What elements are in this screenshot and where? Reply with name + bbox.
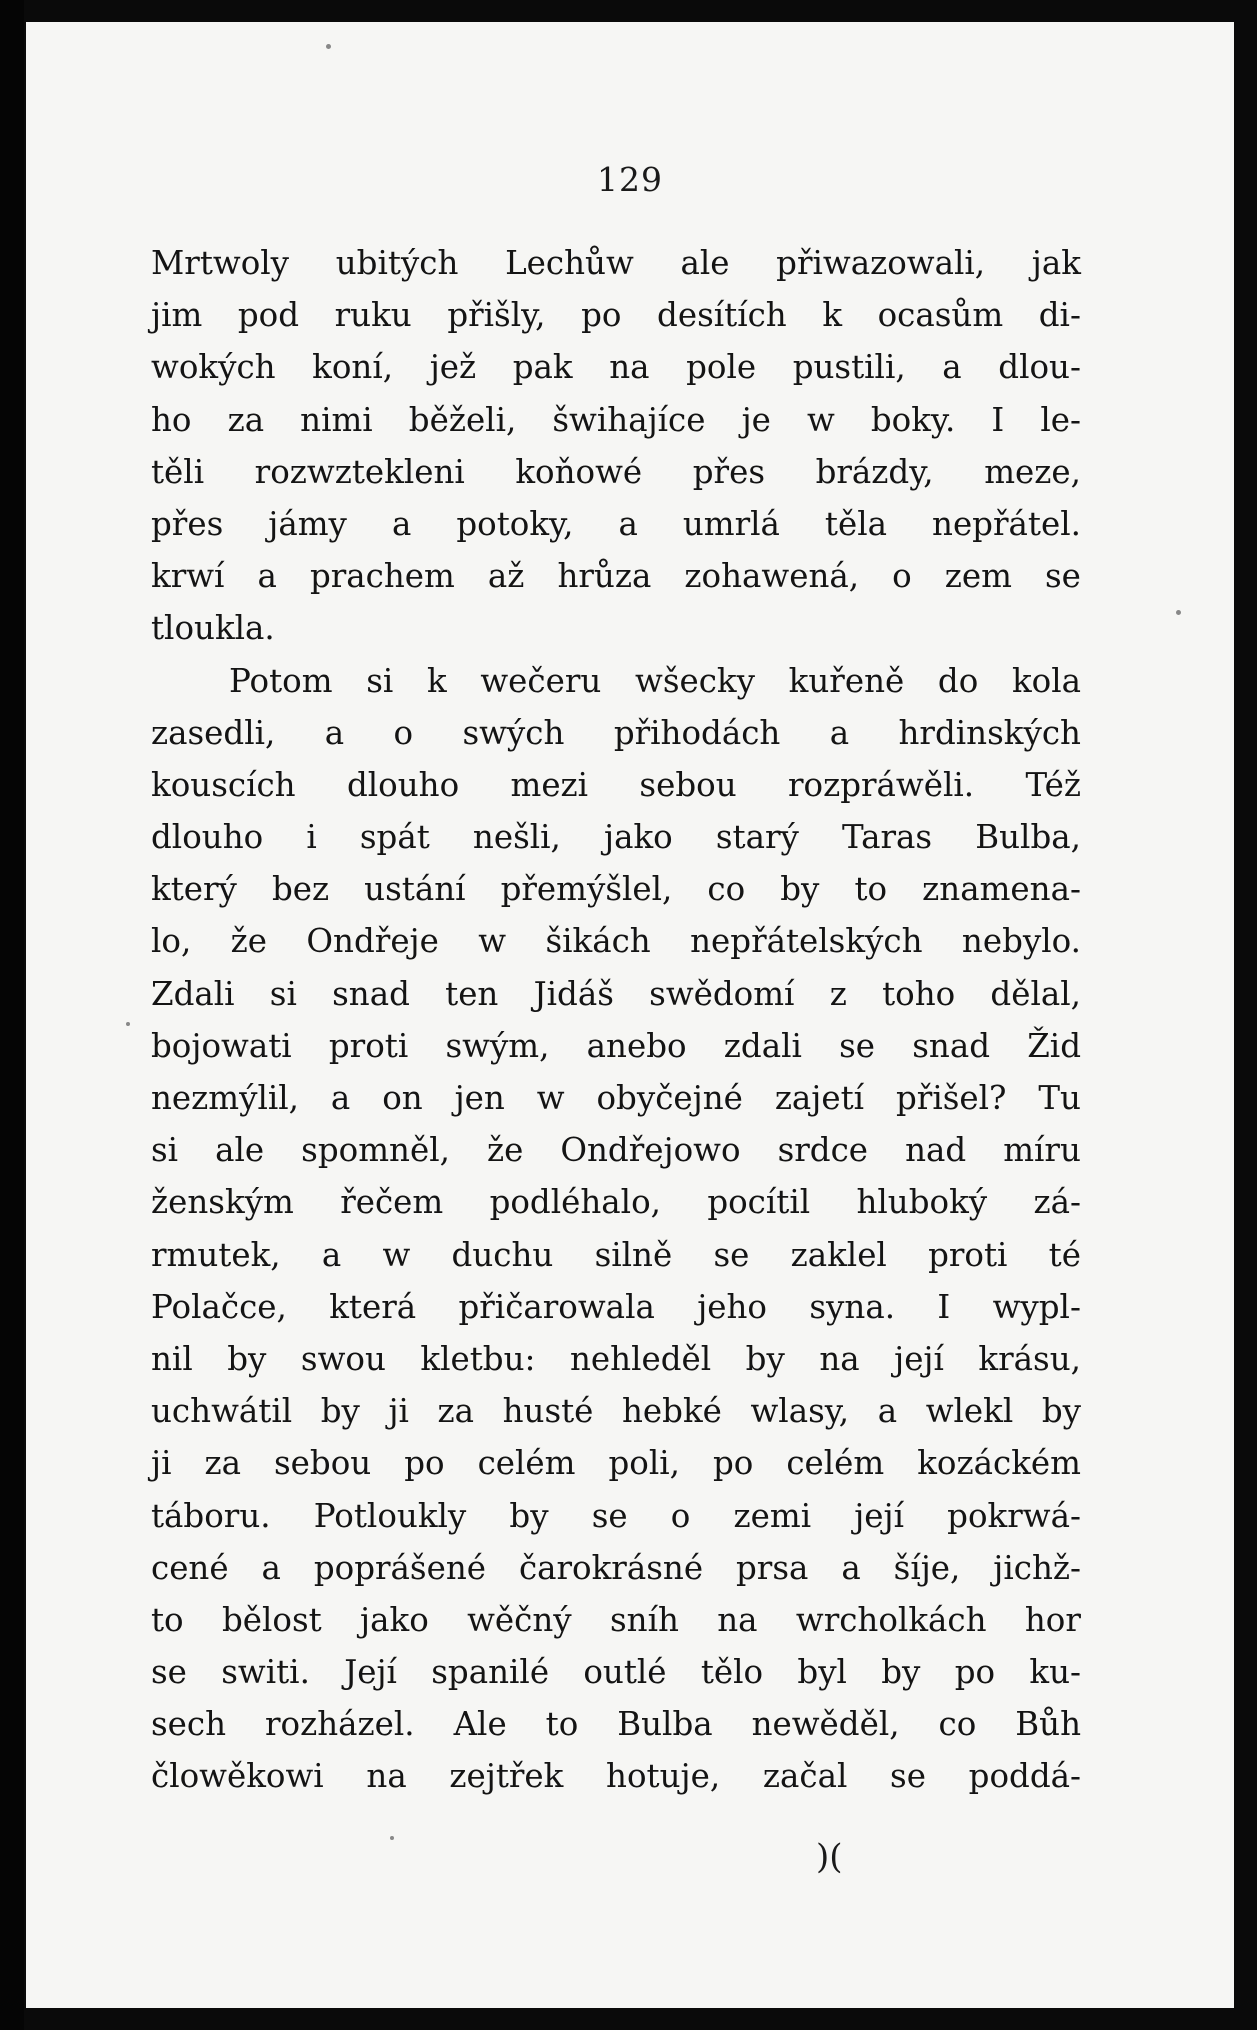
- text-line: kouscích dlouho mezi sebou rozpráwěli. Též: [151, 765, 1081, 804]
- text-line: ho za nimi běželi, šwihajíce je w boky. I le-: [151, 400, 1081, 439]
- text-line: krwí a prachem až hrůza zohawená, o zem se: [151, 557, 1081, 596]
- page-speck: [326, 44, 331, 49]
- text-line: se switi. Její spanilé outlé tělo byl by po ku-: [151, 1653, 1081, 1692]
- text-line: rmutek, a w duchu silně se zaklel proti té: [151, 1235, 1081, 1274]
- body-text: [151, 237, 1081, 1803]
- page-speck: [390, 1836, 394, 1840]
- text-line: to bělost jako wěčný sníh na wrcholkách hor: [151, 1600, 1081, 1639]
- text-line: Polačce, která přičarowala jeho syna. I wypl-: [151, 1287, 1081, 1326]
- page-speck: [1176, 610, 1181, 615]
- text-line: nezmýlil, a on jen w obyčejné zajetí přišel? Tu: [151, 1079, 1081, 1117]
- page-number: 129: [597, 160, 663, 199]
- text-line: dlouho i spát nešli, jako starý Taras Bulba,: [151, 818, 1081, 857]
- text-line: táboru. Potloukly by se o zemi její pokrwá-: [151, 1496, 1081, 1535]
- text-line: nil by swou kletbu: nehleděl by na její krásu,: [151, 1339, 1081, 1378]
- signature-mark: )(: [816, 1837, 843, 1877]
- text-line: tloukla.: [151, 609, 275, 648]
- text-line: Zdali si snad ten Jidáš swědomí z toho dělal,: [151, 974, 1081, 1013]
- text-line: člowěkowi na zejtřek hotuje, začal se poddá-: [151, 1757, 1081, 1796]
- text-line: wokých koní, jež pak na pole pustili, a dlou-: [151, 348, 1081, 387]
- text-line: zasedli, a o swých přihodách a hrdinských: [151, 713, 1081, 752]
- text-line: uchwátil by ji za husté hebké wlasy, a wlekl by: [151, 1392, 1081, 1431]
- text-line: přes jámy a potoky, a umrlá těla nepřátel.: [151, 504, 1081, 543]
- text-line: který bez ustání přemýšlel, co by to znamena-: [151, 870, 1081, 909]
- text-line: ji za sebou po celém poli, po celém kozáckém: [151, 1444, 1081, 1483]
- text-line: těli rozwztekleni koňowé přes brázdy, meze,: [151, 452, 1081, 491]
- text-line: Mrtwoly ubitých Lechůw ale přiwazowali, jak: [151, 244, 1081, 282]
- text-line: lo, že Ondřeje w šikách nepřátelských nebylo.: [151, 922, 1081, 961]
- text-line: Potom si k wečeru wšecky kuřeně do kola: [229, 661, 1081, 700]
- book-page: [26, 22, 1234, 2008]
- text-line: jim pod ruku přišly, po desítích k ocasům di-: [151, 296, 1081, 335]
- text-line: sech rozházel. Ale to Bulba newěděl, co Bůh: [151, 1705, 1081, 1744]
- text-line: bojowati proti swým, anebo zdali se snad Žid: [151, 1026, 1081, 1065]
- text-line: si ale spomněl, že Ondřejowo srdce nad míru: [151, 1131, 1081, 1170]
- text-line: cené a poprášené čarokrásné prsa a šíje, jichž-: [151, 1548, 1081, 1587]
- book-spine-edge: [0, 0, 24, 2030]
- text-line: ženským řečem podléhalo, pocítil hluboký zá-: [151, 1183, 1081, 1222]
- page-speck: [126, 1022, 130, 1026]
